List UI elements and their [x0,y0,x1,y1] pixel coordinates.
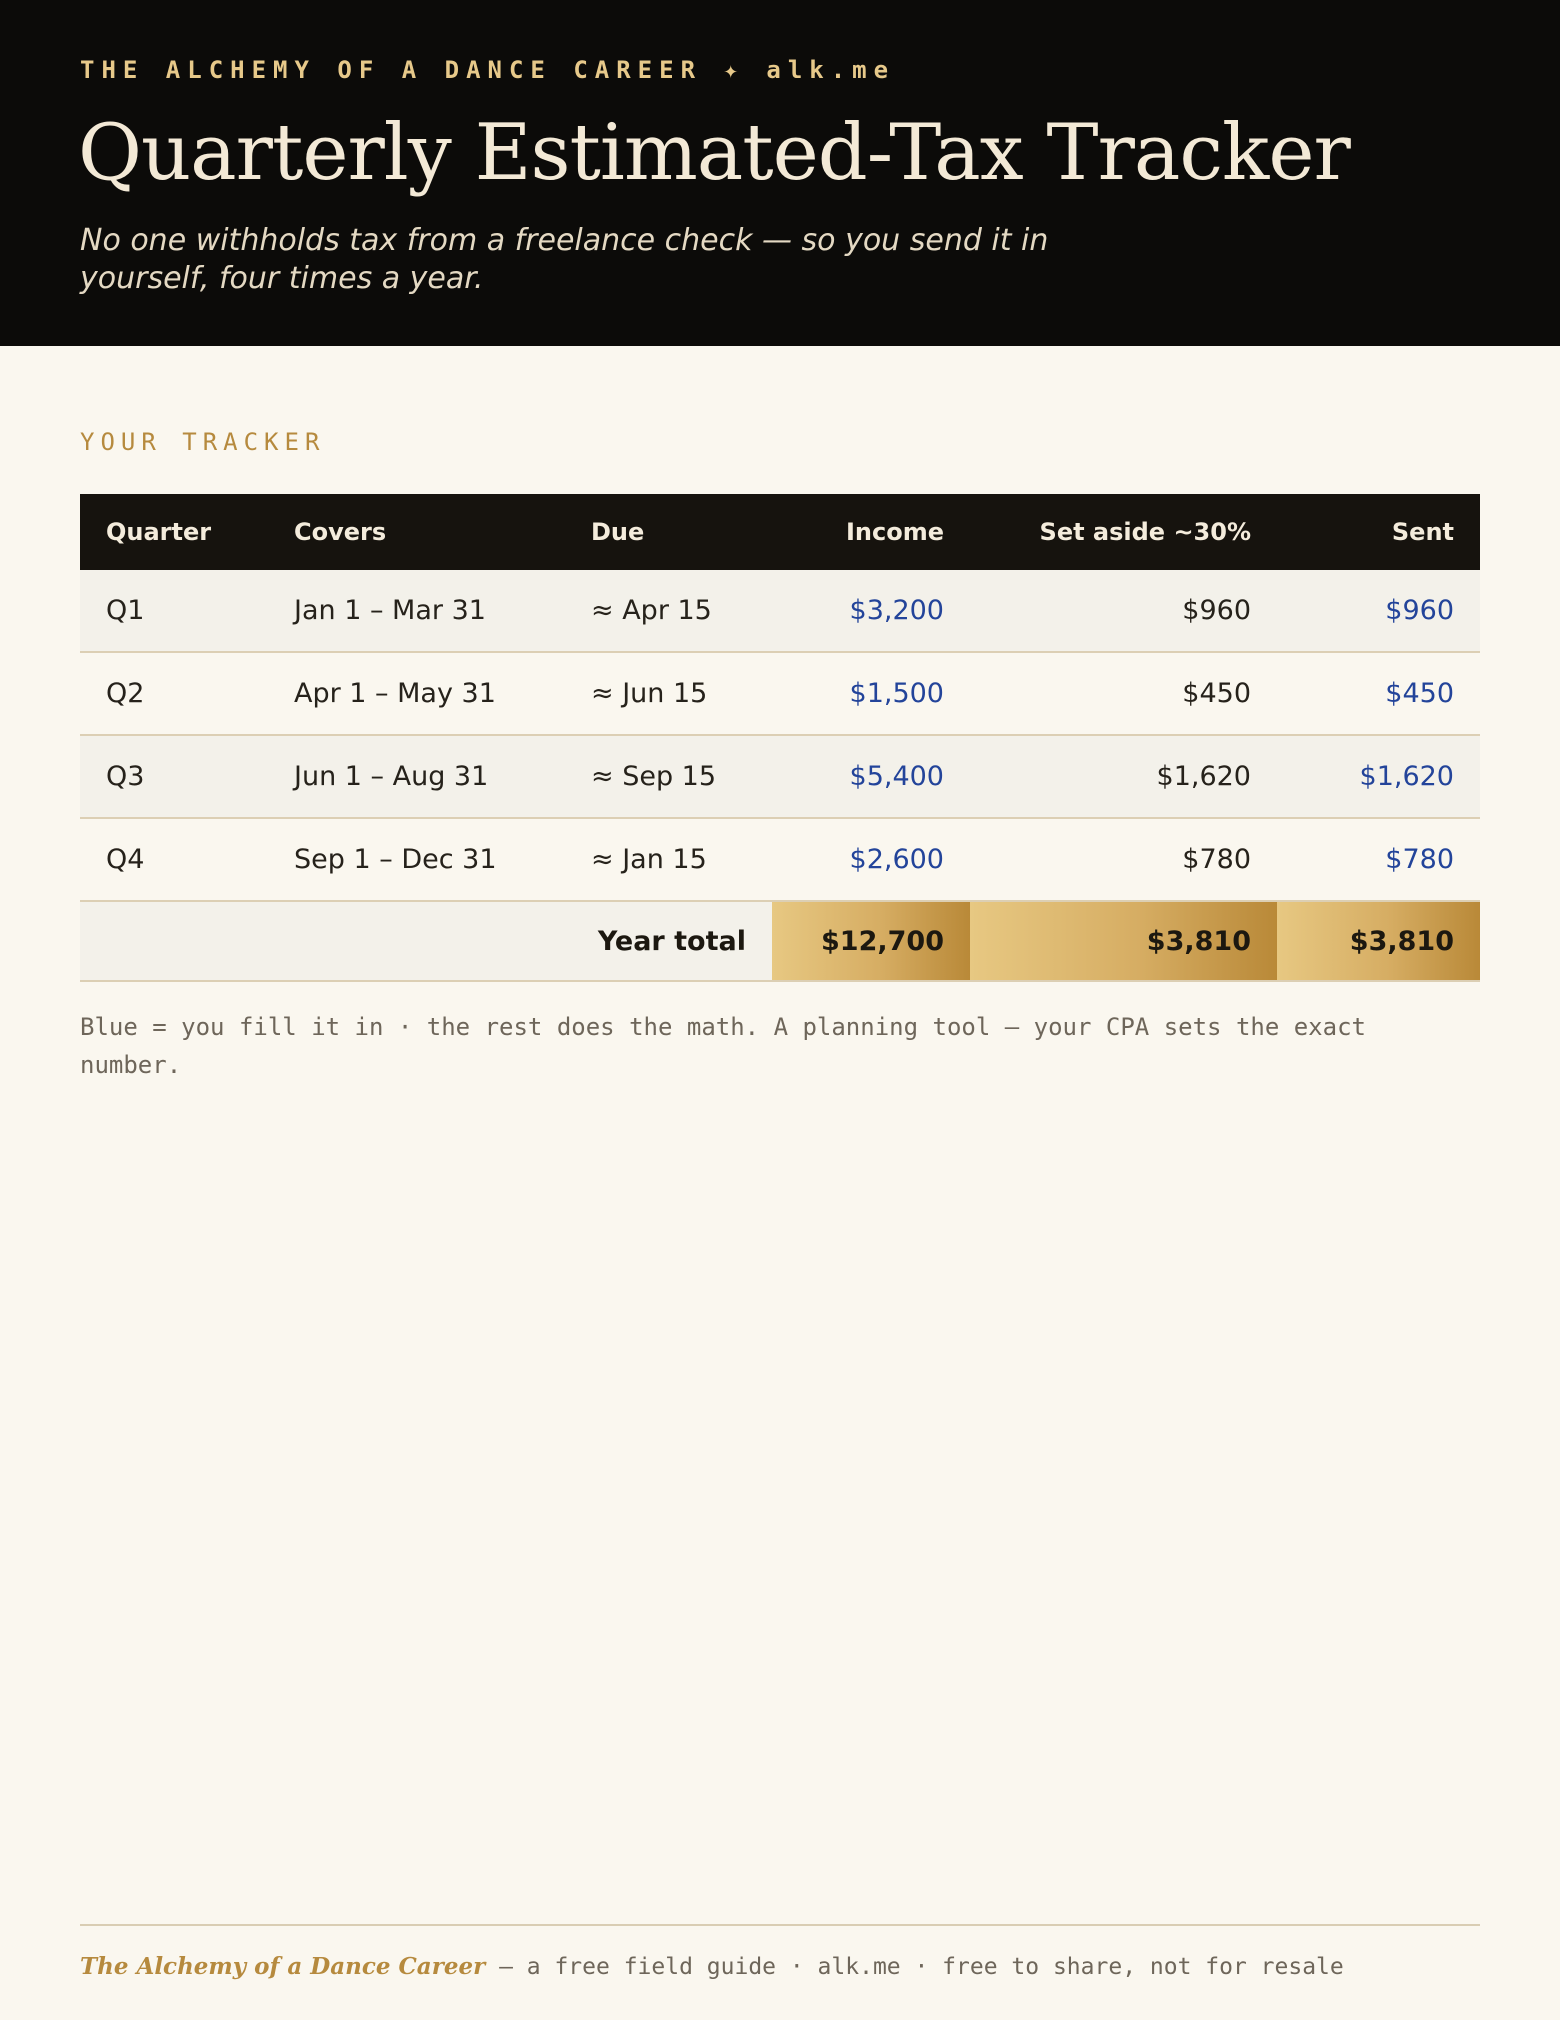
cell-covers: Apr 1 – May 31 [268,652,565,735]
cell-quarter: Q1 [80,570,268,652]
cell-covers: Sep 1 – Dec 31 [268,818,565,901]
page-subtitle: No one withholds tax from a freelance check — so you send it in yourself, four times a year. [80,223,1049,296]
cell-income-input[interactable]: $1,500 [772,652,970,735]
cell-covers: Jun 1 – Aug 31 [268,735,565,818]
year-total-income: $12,700 [772,901,970,981]
page-title: Quarterly Estimated-Tax Tracker [78,108,1350,198]
table-row [80,652,1480,735]
header-covers: Covers [268,494,565,570]
header-sent: Sent [1277,494,1480,570]
cell-quarter: Q2 [80,652,268,735]
cell-set-aside: $1,620 [970,735,1277,818]
tax-tracker-table [80,494,1480,982]
cell-income-input[interactable]: $2,600 [772,818,970,901]
page-footer [80,1952,1344,1980]
table-row [80,818,1480,901]
usage-note: Blue = you fill it in · the rest does the math. A planning tool — your CPA sets the exact number. [80,1013,1366,1079]
cell-set-aside: $780 [970,818,1277,901]
header-quarter: Quarter [80,494,268,570]
year-total-sent: $3,810 [1277,901,1480,981]
cell-sent-input[interactable]: $780 [1277,818,1480,901]
header-set-aside: Set aside ~30% [970,494,1277,570]
cell-due: ≈ Jun 15 [565,652,772,735]
cell-quarter: Q4 [80,818,268,901]
footer-divider [80,1924,1480,1926]
cell-set-aside: $960 [970,570,1277,652]
table-row [80,570,1480,652]
cell-due: ≈ Jan 15 [565,818,772,901]
cell-sent-input[interactable]: $1,620 [1277,735,1480,818]
section-label: YOUR TRACKER [80,428,326,456]
header-income: Income [772,494,970,570]
cell-sent-input[interactable]: $450 [1277,652,1480,735]
header-due: Due [565,494,772,570]
footer-text: — a free field guide · alk.me · free to share, not for resale [485,1954,1344,1980]
cell-due: ≈ Sep 15 [565,735,772,818]
cell-due: ≈ Apr 15 [565,570,772,652]
year-total-row [80,901,1480,981]
cell-set-aside: $450 [970,652,1277,735]
cell-quarter: Q3 [80,735,268,818]
cell-sent-input[interactable]: $960 [1277,570,1480,652]
page-header [0,0,1560,346]
cell-income-input[interactable]: $5,400 [772,735,970,818]
footer-brand: The Alchemy of a Dance Career [80,1953,486,1980]
cell-income-input[interactable]: $3,200 [772,570,970,652]
year-total-set-aside: $3,810 [970,901,1277,981]
table-row [80,735,1480,818]
table-header-row [80,494,1480,570]
cell-covers: Jan 1 – Mar 31 [268,570,565,652]
year-total-label: Year total [80,901,772,981]
series-kicker: THE ALCHEMY OF A DANCE CAREER ✦ alk.me [80,56,896,84]
